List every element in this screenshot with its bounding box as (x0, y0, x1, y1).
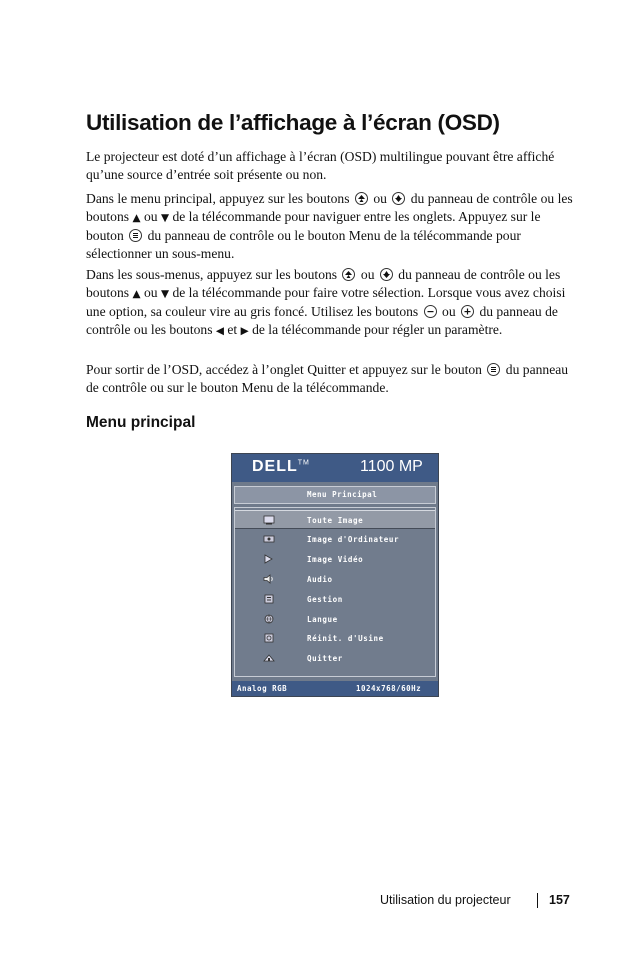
menu-item-gestion[interactable] (235, 590, 435, 609)
text: ou (360, 267, 375, 282)
footer-section-title: Utilisation du projecteur (380, 893, 511, 907)
text: Dans le menu principal, appuyez sur les boutons (86, 191, 350, 206)
down-button-icon (380, 268, 393, 281)
menu-item-label: Toute Image (307, 516, 364, 525)
text: de la télécommande pour naviguer entre les onglets. Appuyez sur le bouton (86, 208, 541, 243)
osd-menu-list (234, 507, 436, 677)
menu-item-quitter[interactable] (235, 649, 435, 668)
page-title: Utilisation de l’affichage à l’écran (OSD) (86, 110, 500, 135)
text: du panneau de contrôle ou le bouton Menu de la télécommande pour sélectionner un sous-menu. (86, 228, 521, 261)
left-triangle: ◀ (215, 324, 224, 337)
text: ou (442, 304, 456, 319)
menu-item-image-ordinateur[interactable] (235, 530, 435, 549)
menu-item-label: Gestion (307, 595, 343, 604)
intro-paragraph: Le projecteur est doté d’un affichage à l’écran (OSD) multilingue pouvant être affiché qu’une source d’entrée soit présente ou non. (86, 149, 555, 182)
osd-main-menu-screenshot (231, 453, 439, 697)
exit-icon (263, 653, 275, 663)
main-menu-paragraph (86, 190, 578, 262)
text: du panneau de contrôle ou les boutons (86, 191, 573, 224)
text: de la télécommande pour régler un paramètre. (252, 321, 503, 337)
menu-item-label: Image Vidéo (307, 555, 364, 564)
globe-icon (263, 614, 275, 624)
text: du panneau de contrôle ou les boutons (86, 267, 561, 300)
menu-item-label: Langue (307, 615, 338, 624)
text: de la télécommande pour faire votre sélection. Lorsque vous avez choisi une option, sa couleur vire au gris foncé. Utilisez les boutons (86, 284, 566, 319)
footer-divider (537, 893, 538, 908)
text: du panneau de contrôle ou sur le bouton Menu de la télécommande. (86, 362, 569, 395)
osd-menu-title (234, 486, 436, 504)
text: Dans les sous-menus, appuyez sur les boutons (86, 267, 338, 282)
management-icon (263, 594, 275, 604)
menu-item-label: Réinit. d'Usine (307, 634, 384, 643)
text: ou (143, 208, 158, 224)
text: Pour sortir de l’OSD, accédez à l’onglet Quitter et appuyez sur le bouton (86, 362, 482, 377)
logo-text: DELL (252, 458, 298, 475)
menu-button-icon (129, 229, 142, 242)
text: ou (373, 191, 387, 206)
section-heading: Menu principal (86, 414, 196, 431)
minus-button-icon (424, 305, 437, 318)
menu-item-label: Audio (307, 575, 333, 584)
down-button-icon (392, 192, 405, 205)
right-triangle: ▶ (240, 324, 249, 337)
exit-paragraph (86, 361, 578, 396)
resolution: 1024x768/60Hz (356, 684, 422, 693)
video-icon (263, 554, 275, 564)
up-triangle: ▲ (132, 211, 141, 224)
menu-item-audio[interactable] (235, 570, 435, 589)
trademark: TM (297, 459, 310, 467)
menu-item-image-video[interactable] (235, 550, 435, 569)
model-name: 1100 MP (360, 458, 423, 475)
plus-button-icon (461, 305, 474, 318)
dell-logo (252, 458, 310, 476)
down-triangle: ▼ (160, 287, 170, 300)
text: ou (143, 284, 158, 300)
down-triangle: ▼ (160, 211, 170, 224)
osd-header (232, 454, 438, 482)
input-source: Analog RGB (237, 684, 288, 693)
submenu-paragraph (86, 266, 578, 340)
image-icon (263, 515, 275, 525)
text: et (227, 321, 238, 337)
computer-icon (263, 534, 275, 544)
menu-item-label: Image d'Ordinateur (307, 535, 400, 544)
menu-item-label: Quitter (307, 654, 343, 663)
up-button-icon (342, 268, 355, 281)
reset-icon (263, 633, 275, 643)
menu-item-langue[interactable] (235, 610, 435, 629)
up-button-icon (355, 192, 368, 205)
menu-button-icon (487, 363, 500, 376)
speaker-icon (263, 574, 275, 584)
text: du panneau de contrôle ou les boutons (86, 304, 558, 337)
up-triangle: ▲ (132, 287, 141, 300)
osd-status-bar (232, 681, 438, 696)
menu-item-toute-image[interactable] (235, 510, 435, 529)
menu-title-text: Menu Principal (307, 490, 378, 499)
menu-item-reinit-usine[interactable] (235, 629, 435, 648)
page-number: 157 (549, 893, 570, 907)
